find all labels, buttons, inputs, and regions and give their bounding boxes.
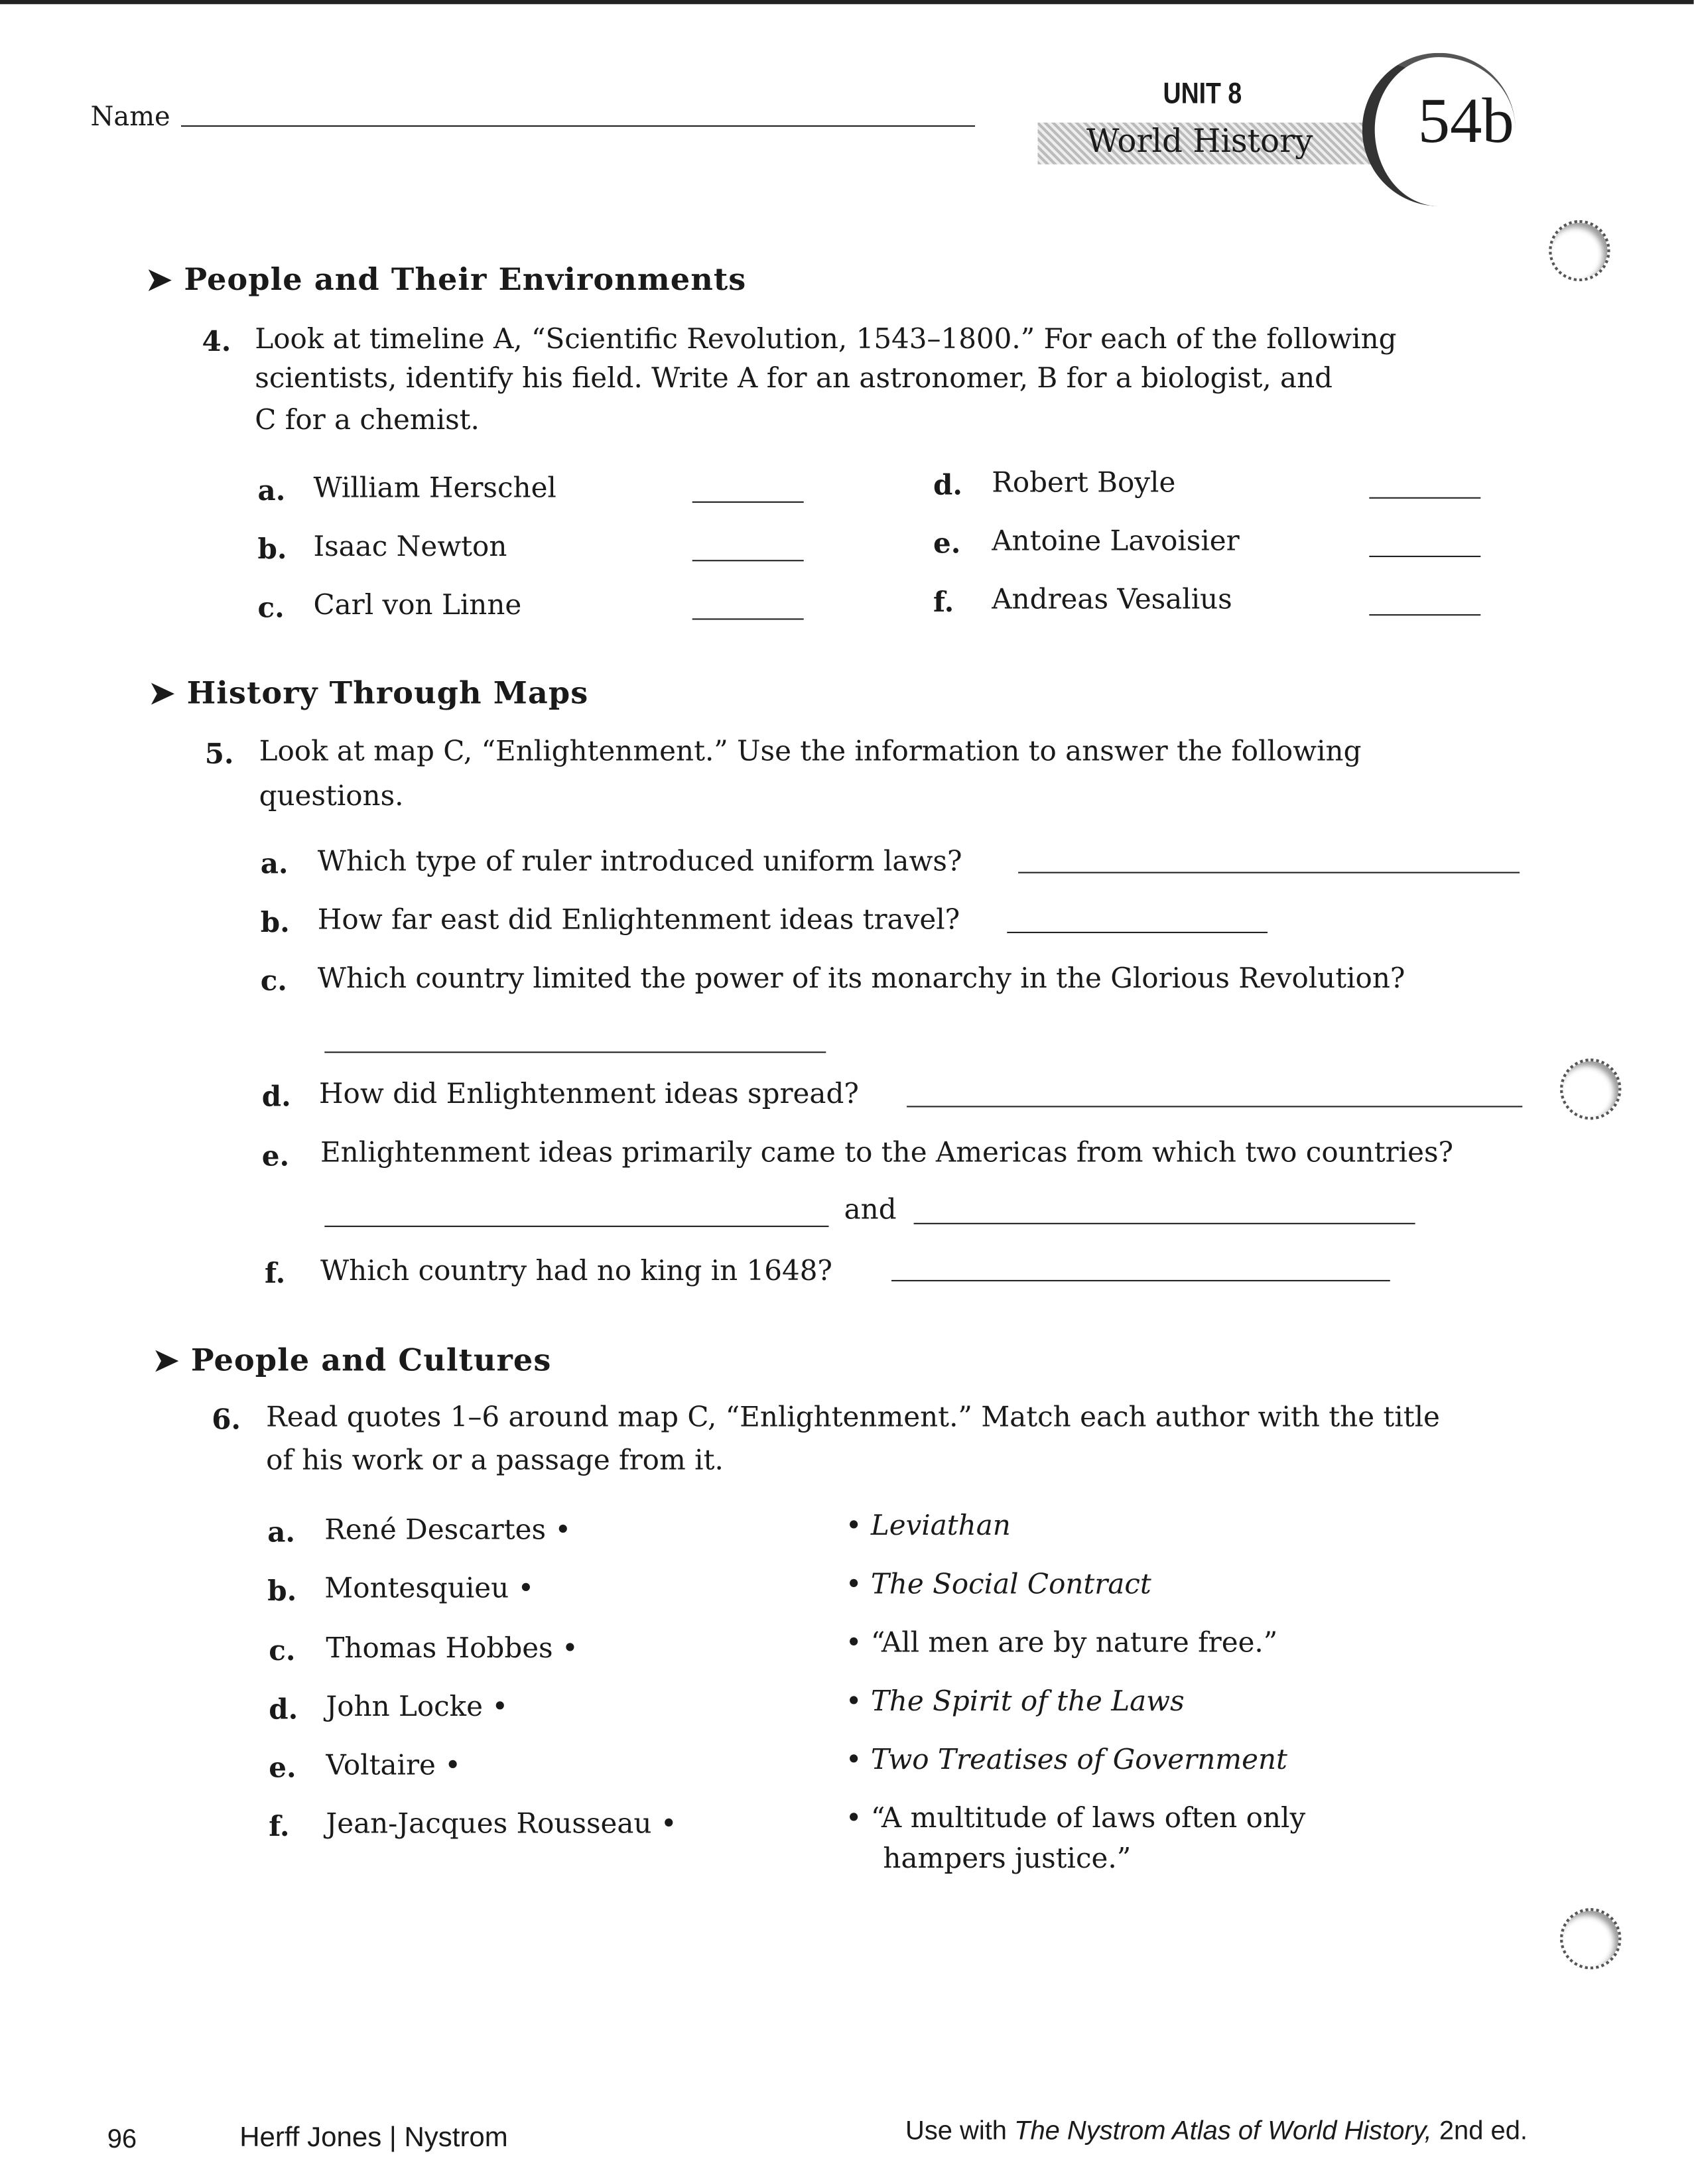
binder-hole bbox=[1560, 1059, 1621, 1120]
item-letter: f. bbox=[933, 584, 954, 619]
work-item[interactable]: • The Social Contract bbox=[845, 1567, 1151, 1600]
question-number: 4. bbox=[202, 324, 231, 358]
answer-blank[interactable] bbox=[1369, 614, 1480, 615]
item-text: Isaac Newton bbox=[313, 529, 507, 563]
footer-note bbox=[905, 2117, 1528, 2148]
item-letter: a. bbox=[260, 846, 289, 881]
item-letter: e. bbox=[261, 1139, 290, 1173]
section-heading: ➤ History Through Maps bbox=[149, 675, 589, 712]
answer-blank[interactable] bbox=[324, 1051, 826, 1053]
item-letter: c. bbox=[260, 964, 287, 997]
question-text: Look at map C, “Enlightenment.” Use the information to answer the following bbox=[259, 734, 1362, 768]
arrow-icon: ➤ bbox=[146, 261, 184, 298]
book-title: The Nystrom Atlas of World History, bbox=[1014, 2116, 1432, 2147]
section-heading: ➤ People and Cultures bbox=[153, 1342, 552, 1379]
name-label: Name bbox=[90, 101, 170, 133]
answer-blank[interactable] bbox=[1018, 872, 1520, 873]
item-text: Carl von Linne bbox=[313, 588, 522, 621]
question-number: 6. bbox=[212, 1402, 241, 1437]
question-number: 5. bbox=[204, 736, 234, 771]
item-letter: a. bbox=[267, 1515, 296, 1549]
answer-blank[interactable] bbox=[914, 1223, 1415, 1224]
question-text: C for a chemist. bbox=[255, 402, 480, 436]
answer-blank[interactable] bbox=[891, 1280, 1390, 1281]
page-number: 96 bbox=[107, 2125, 137, 2155]
work-item[interactable]: • The Spirit of the Laws bbox=[845, 1683, 1185, 1718]
subject-label: World History bbox=[1086, 123, 1313, 161]
item-letter: f. bbox=[264, 1256, 286, 1290]
item-letter: b. bbox=[257, 532, 287, 566]
footer-prefix: Use with bbox=[905, 2116, 1015, 2147]
item-letter: e. bbox=[933, 526, 961, 560]
name-field[interactable] bbox=[181, 125, 975, 127]
work-title: Leviathan bbox=[870, 1508, 1011, 1542]
item-letter: d. bbox=[261, 1079, 291, 1113]
arrow-icon: ➤ bbox=[149, 675, 187, 712]
edition: 2nd ed. bbox=[1431, 2116, 1528, 2147]
item-text: Andreas Vesalius bbox=[992, 582, 1232, 616]
top-edge bbox=[0, 0, 1694, 4]
item-letter: c. bbox=[269, 1634, 296, 1667]
item-letter: d. bbox=[269, 1692, 298, 1726]
work-title: The Spirit of the Laws bbox=[870, 1683, 1185, 1718]
item-text: How did Enlightenment ideas spread? bbox=[318, 1076, 859, 1110]
item-text: Which country limited the power of its monarchy in the Glorious Revolution? bbox=[317, 960, 1405, 995]
item-letter: d. bbox=[933, 468, 963, 501]
item-text: Which type of ruler introduced uniform laws? bbox=[317, 844, 962, 877]
work-item[interactable]: • “All men are by nature free.” bbox=[845, 1625, 1278, 1659]
item-text: William Herschel bbox=[313, 470, 556, 505]
work-quote: “A multitude of laws often only bbox=[870, 1801, 1306, 1834]
author-item[interactable]: Thomas Hobbes • bbox=[326, 1631, 578, 1665]
author-item[interactable]: Voltaire • bbox=[326, 1748, 462, 1781]
answer-blank[interactable] bbox=[1369, 497, 1480, 499]
arrow-icon: ➤ bbox=[153, 1342, 191, 1379]
author-item[interactable]: René Descartes • bbox=[324, 1512, 572, 1546]
question-text: scientists, identify his field. Write A for an astronomer, B for a biologist, and bbox=[255, 360, 1333, 395]
and-label: and bbox=[844, 1192, 897, 1226]
item-letter: e. bbox=[269, 1750, 296, 1785]
item-letter: f. bbox=[269, 1809, 290, 1843]
section-heading: ➤ People and Their Environments bbox=[146, 261, 747, 298]
item-letter: b. bbox=[260, 905, 290, 939]
work-title: Two Treatises of Government bbox=[870, 1742, 1287, 1776]
publisher: Herff Jones | Nystrom bbox=[239, 2122, 508, 2153]
answer-blank[interactable] bbox=[907, 1106, 1522, 1107]
item-text: Enlightenment ideas primarily came to the Americas from which two countries? bbox=[320, 1135, 1454, 1169]
answer-blank[interactable] bbox=[1007, 932, 1268, 933]
answer-blank[interactable] bbox=[324, 1226, 828, 1227]
item-letter: b. bbox=[267, 1574, 297, 1608]
answer-blank[interactable] bbox=[692, 501, 804, 503]
work-quote-continued: hampers justice.” bbox=[883, 1841, 1132, 1875]
item-text: Which country had no king in 1648? bbox=[320, 1253, 832, 1287]
question-text: of his work or a passage from it. bbox=[266, 1443, 724, 1476]
author-item[interactable]: John Locke • bbox=[326, 1689, 509, 1723]
item-text: Robert Boyle bbox=[992, 465, 1176, 499]
work-item[interactable]: • Two Treatises of Government bbox=[845, 1742, 1287, 1776]
question-text: Look at timeline A, “Scientific Revolution, 1543–1800.” For each of the following bbox=[255, 322, 1397, 355]
item-letter: c. bbox=[257, 590, 285, 624]
page-code: 54b bbox=[1417, 85, 1514, 157]
question-text: Read quotes 1–6 around map C, “Enlightenment.” Match each author with the title bbox=[266, 1399, 1440, 1433]
item-text: Antoine Lavoisier bbox=[992, 523, 1240, 557]
author-item[interactable]: Jean-Jacques Rousseau • bbox=[326, 1806, 677, 1840]
work-item[interactable]: • “A multitude of laws often only bbox=[845, 1801, 1306, 1834]
work-title: The Social Contract bbox=[870, 1567, 1151, 1600]
answer-blank[interactable] bbox=[692, 618, 804, 619]
item-letter: a. bbox=[257, 473, 286, 507]
author-item[interactable]: Montesquieu • bbox=[324, 1571, 535, 1605]
work-item[interactable]: • Leviathan bbox=[845, 1508, 1011, 1542]
binder-hole bbox=[1549, 220, 1610, 281]
binder-hole bbox=[1560, 1908, 1621, 1969]
answer-blank[interactable] bbox=[1369, 556, 1480, 557]
unit-label: UNIT 8 bbox=[1163, 78, 1242, 110]
item-text: How far east did Enlightenment ideas travel? bbox=[317, 902, 960, 936]
answer-blank[interactable] bbox=[692, 560, 804, 561]
work-quote: “All men are by nature free.” bbox=[870, 1625, 1278, 1659]
question-text: questions. bbox=[259, 778, 404, 812]
